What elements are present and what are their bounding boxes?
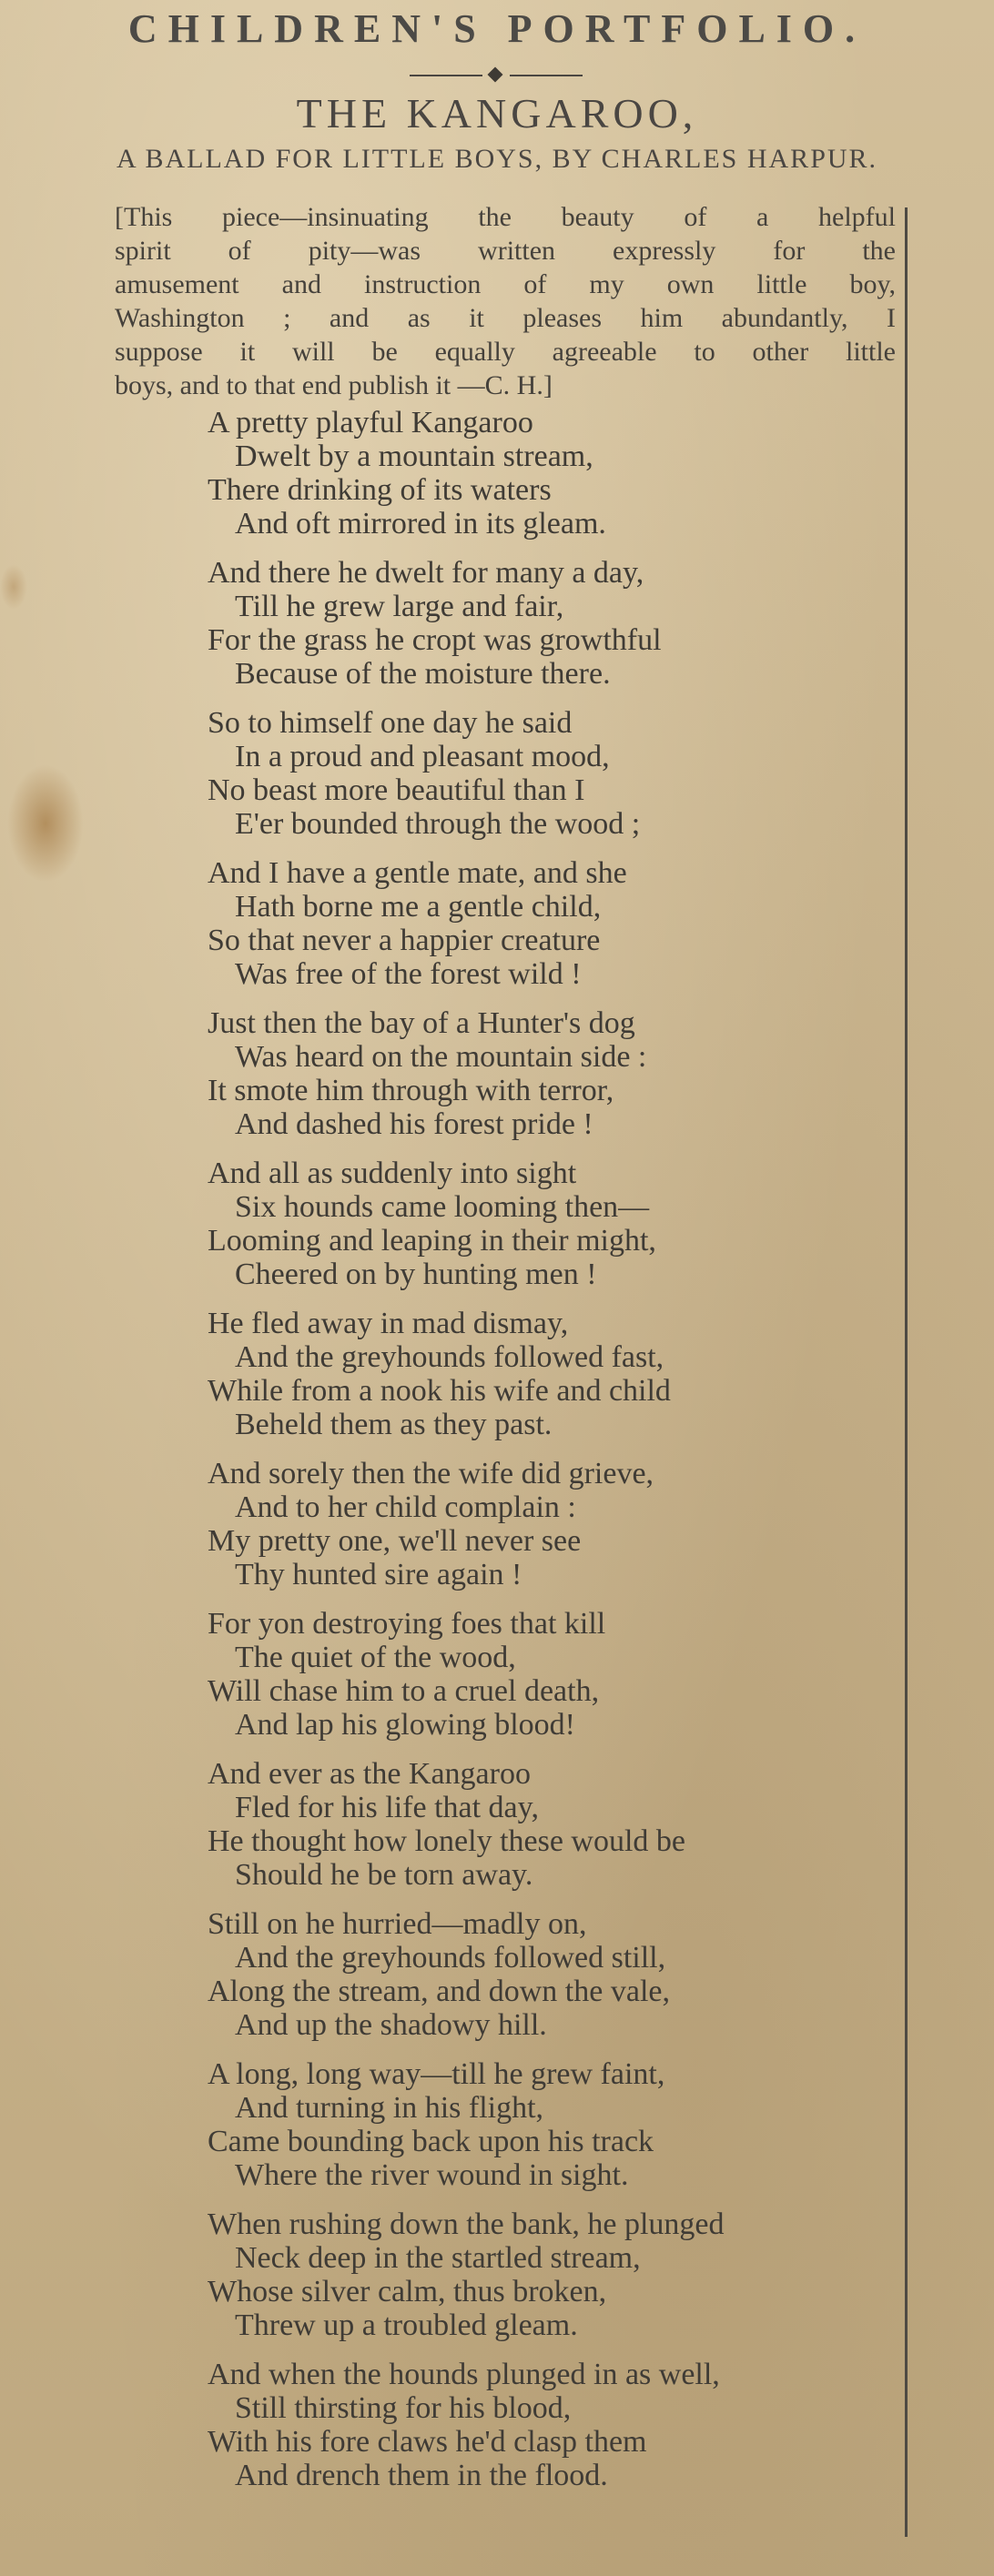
verse-line: Still thirsting for his blood, — [235, 2391, 572, 2425]
verse-line: And lap his glowing blood! — [235, 1708, 575, 1742]
intro-paragraph — [115, 200, 896, 402]
column-rule — [905, 207, 908, 2537]
verse-line: My pretty one, we'll never see — [208, 1524, 582, 1558]
verse-line: And sorely then the wife did grieve, — [208, 1457, 654, 1490]
stanza — [208, 1607, 899, 1742]
verse-line: And ever as the Kangaroo — [208, 1757, 531, 1791]
verse-line: Hath borne me a gentle child, — [235, 890, 602, 924]
verse-line: The quiet of the wood, — [235, 1641, 516, 1674]
verse-line: And the greyhounds followed fast, — [235, 1340, 664, 1374]
verse-line: For the grass he cropt was growthful — [208, 623, 662, 657]
paper-stain — [7, 764, 84, 883]
rule-line-left — [410, 75, 482, 76]
verse-line: Where the river wound in sight. — [235, 2158, 629, 2192]
verse-line: He thought how lonely these would be — [208, 1824, 686, 1858]
stanza — [208, 2057, 899, 2192]
verse-line: Still on he hurried—madly on, — [208, 1907, 587, 1941]
verse-line: For yon destroying foes that kill — [208, 1607, 606, 1641]
verse-line: And oft mirrored in its gleam. — [235, 507, 606, 540]
stanza — [208, 1907, 899, 2042]
verse-line: Cheered on by hunting men ! — [235, 1258, 597, 1291]
verse-line: Whose silver calm, thus broken, — [208, 2275, 607, 2308]
verse-line: Because of the moisture there. — [235, 657, 611, 691]
verse-line: Just then the bay of a Hunter's dog — [208, 1006, 635, 1040]
verse-line: And drench them in the flood. — [235, 2459, 608, 2492]
stanza — [208, 1006, 899, 1141]
verse-line: Dwelt by a mountain stream, — [235, 439, 593, 473]
verse-line: And turning in his flight, — [235, 2091, 544, 2125]
verse-line: And dashed his forest pride ! — [235, 1107, 593, 1141]
verse-line: And the greyhounds followed still, — [235, 1941, 666, 1975]
verse-line: Till he grew large and fair, — [235, 590, 564, 623]
verse-line: Will chase him to a cruel death, — [208, 1674, 600, 1708]
stanza — [208, 1757, 899, 1892]
verse-line: He fled away in mad dismay, — [208, 1307, 569, 1340]
intro-line: [This piece—insinuating the beauty of a helpful — [115, 202, 896, 232]
stanza — [208, 1307, 899, 1441]
verse-line: A long, long way—till he grew faint, — [208, 2057, 665, 2091]
intro-line: suppose it will be equally agreeable to other little — [115, 337, 896, 367]
verse-line: There drinking of its waters — [208, 473, 552, 507]
verse-line: With his fore claws he'd clasp them — [208, 2425, 647, 2459]
section-title: CHILDREN'S PORTFOLIO. — [127, 6, 867, 51]
verse-line: Was heard on the mountain side : — [235, 1040, 647, 1074]
intro-line: boys, and to that end publish it —C. H.] — [115, 370, 553, 400]
verse-line: Along the stream, and down the vale, — [208, 1975, 670, 2008]
verse-line: When rushing down the bank, he plunged — [208, 2207, 725, 2241]
verse-line: Six hounds came looming then— — [235, 1190, 650, 1224]
verse-line: A pretty playful Kangaroo — [208, 406, 533, 439]
verse-line: Beheld them as they past. — [235, 1408, 553, 1441]
verse-line: Neck deep in the startled stream, — [235, 2241, 641, 2275]
verse-line: E'er bounded through the wood ; — [235, 807, 641, 841]
intro-line: Washington ; and as it pleases him abundantly, I — [115, 303, 896, 333]
verse-line: Should he be torn away. — [235, 1858, 533, 1892]
verse-line: And I have a gentle mate, and she — [208, 856, 627, 890]
verse-line: No beast more beautiful than I — [208, 773, 585, 807]
verse-line: Came bounding back upon his track — [208, 2125, 654, 2158]
intro-line: amusement and instruction of my own little boy, — [115, 269, 896, 299]
verse-line: And all as suddenly into sight — [208, 1157, 577, 1190]
poem-title: THE KANGAROO, — [296, 90, 698, 136]
verse-line: So to himself one day he said — [208, 706, 573, 740]
verse-line: It smote him through with terror, — [208, 1074, 614, 1107]
verse-line: Threw up a troubled gleam. — [235, 2308, 578, 2342]
diamond-ornament-icon — [488, 67, 503, 83]
verse-line: Fled for his life that day, — [235, 1791, 539, 1824]
verse-line: Looming and leaping in their might, — [208, 1224, 656, 1258]
stanza — [208, 1157, 899, 1291]
verse-line: While from a nook his wife and child — [208, 1374, 671, 1408]
verse-line: Was free of the forest wild ! — [235, 957, 582, 991]
stanza — [208, 556, 899, 691]
verse-line: And up the shadowy hill. — [235, 2008, 547, 2042]
stanza — [208, 1457, 899, 1591]
verse-line: And when the hounds plunged in as well, — [208, 2358, 720, 2391]
verse-line: And to her child complain : — [235, 1490, 576, 1524]
verse-line: And there he dwelt for many a day, — [208, 556, 644, 590]
paper-stain-small — [0, 564, 27, 610]
stanza — [208, 2207, 899, 2342]
stanza — [208, 706, 899, 841]
rule-line-right — [510, 75, 583, 76]
ornamental-rule — [410, 69, 583, 82]
intro-line: spirit of pity—was written expressly for the — [115, 236, 896, 266]
verse-line: Thy hunted sire again ! — [235, 1558, 522, 1591]
verse-line: So that never a happier creature — [208, 924, 601, 957]
stanza — [208, 406, 899, 540]
verse-line: In a proud and pleasant mood, — [235, 740, 610, 773]
stanza — [208, 2358, 899, 2492]
stanza — [208, 856, 899, 991]
poem-subtitle: A BALLAD FOR LITTLE BOYS, BY CHARLES HARPUR. — [116, 144, 878, 174]
